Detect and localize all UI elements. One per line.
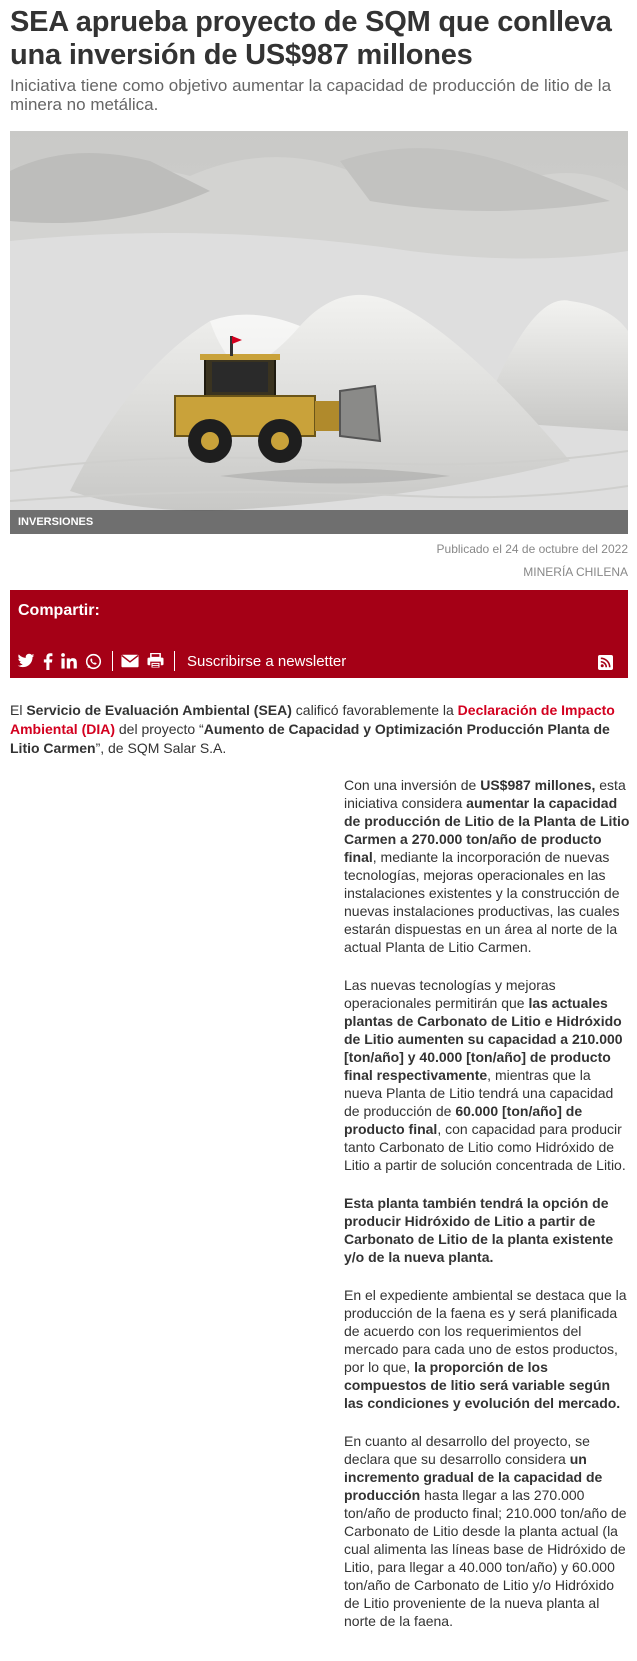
article-source: MINERÍA CHILENA bbox=[523, 565, 628, 579]
paragraph: Con una inversión de US$987 millones, esta iniciativa considera aumentar la capacidad de producción de Litio de la Planta de Litio Carmen a 270.000 ton/año de producto final, mediante la incorporación de nuevas tecnologías, mejoras operacionales en las instalaciones existentes y la construcción de nuevas instalaciones productivas, las cuales estarán dispuestas en un área al norte de la actual Planta de Litio Carmen. bbox=[344, 777, 630, 955]
share-separator bbox=[112, 651, 113, 671]
article-body bbox=[344, 776, 631, 1650]
article-title: SEA aprueba proyecto de SQM que conlleva una inversión de US$987 millones bbox=[10, 6, 612, 71]
paragraph: En el expediente ambiental se destaca que la producción de la faena es y será planificada de acuerdo con los requerimientos del mercado para cada uno de estos productos, por lo que, la proporción de los compuestos de litio será variable según las condiciones y evolución del mercado. bbox=[344, 1287, 627, 1411]
paragraph: En cuanto al desarrollo del proyecto, se declara que su desarrollo considera un incremento gradual de la capacidad de producción hasta llegar a las 270.000 ton/año de producto final; 210.000 ton/año de Carbonato de Litio desde la planta actual (la cual alimenta las líneas base de Hidróxido de Litio, para llegar a 40.000 ton/año) y 60.000 ton/año de Carbonato de Litio y/o Hidróxido de Litio proveniente de la nueva planta al norte de la faena. bbox=[344, 1433, 627, 1629]
share-icons-row bbox=[17, 650, 621, 672]
loader-on-salt-piles-illustration bbox=[10, 131, 628, 534]
whatsapp-icon[interactable] bbox=[85, 651, 102, 671]
category-label[interactable]: INVERSIONES bbox=[10, 510, 628, 534]
share-label: Compartir: bbox=[18, 602, 100, 619]
publish-date: Publicado el 24 de octubre del 2022 bbox=[436, 542, 628, 556]
dia-link[interactable]: Declaración de Impacto Ambiental (DIA) bbox=[10, 702, 615, 737]
rss-icon[interactable] bbox=[598, 652, 613, 672]
facebook-icon[interactable] bbox=[43, 651, 53, 671]
share-separator bbox=[174, 651, 175, 671]
twitter-icon[interactable] bbox=[17, 651, 35, 671]
email-icon[interactable] bbox=[121, 651, 139, 671]
hero-image bbox=[10, 131, 628, 534]
linkedin-icon[interactable] bbox=[61, 651, 77, 671]
paragraph: Esta planta también tendrá la opción de producir Hidróxido de Litio a partir de Carbonato de Litio de la planta existente y/o de la nueva planta. bbox=[344, 1195, 614, 1265]
share-box bbox=[10, 590, 628, 678]
article-intro: El Servicio de Evaluación Ambiental (SEA) calificó favorablemente la Declaración de Impacto Ambiental (DIA) del proyecto “Aumento de Capacidad y Optimización Producción Planta de Litio Carmen”, de SQM Salar S.A. bbox=[10, 702, 615, 756]
article-subtitle: Iniciativa tiene como objetivo aumentar la capacidad de producción de litio de la minera no metálica. bbox=[10, 76, 612, 114]
print-icon[interactable] bbox=[147, 651, 164, 671]
newsletter-link[interactable]: Suscribirse a newsletter bbox=[187, 652, 347, 670]
paragraph: Las nuevas tecnologías y mejoras operacionales permitirán que las actuales plantas de Carbonato de Litio e Hidróxido de Litio aumenten su capacidad a 210.000 [ton/año] y 40.000 [ton/año] de producto final respectivamente, mientras que la nueva Planta de Litio tendrá una capacidad de producción de 60.000 [ton/año] de producto final, con capacidad para producir tanto Carbonato de Litio como Hidróxido de Litio a partir de solución concentrada de Litio. bbox=[344, 977, 626, 1173]
